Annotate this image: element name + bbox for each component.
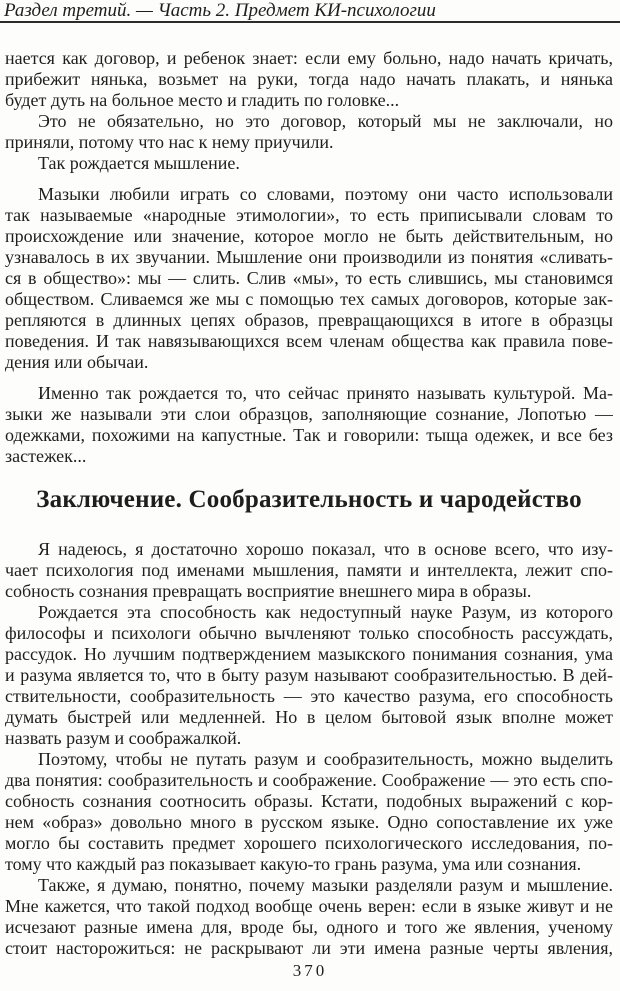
text-line: Рождается эта способность как недоступный науке Разум, из которого bbox=[38, 602, 613, 622]
paragraph bbox=[5, 602, 613, 749]
text-line: узнавалось в их звучании. Мышление они производили из понятия «сливать- bbox=[5, 247, 613, 267]
text-line: Так рождается мышление. bbox=[38, 153, 240, 173]
paragraph bbox=[5, 153, 613, 174]
text-line: стоит насторожиться: не раскрывают ли эти имена разные черты явления, bbox=[5, 938, 613, 958]
text-line: одежками, похожими на капустные. Так и говорили: тыща одежек, и все без bbox=[5, 425, 613, 445]
text-line: происхождение или значение, которое могло не быть действительным, но bbox=[5, 226, 613, 246]
text-line: дения или обычаи. bbox=[5, 352, 149, 372]
text-line: нается как договор, и ребенок знает: если ему больно, надо начать кричать, bbox=[5, 48, 613, 68]
text-line: поведения. И так навязывающихся всем членам общества как правила пове- bbox=[5, 331, 613, 351]
text-line: два понятия: сообразительность и соображение. Соображение — это есть спо- bbox=[5, 770, 613, 790]
text-line: исчезают разные имена для, вроде бы, одного и того же явления, ученому bbox=[5, 917, 613, 937]
text-line: Именно так рождается то, что сейчас принято называть культурой. Ма- bbox=[38, 383, 613, 403]
paragraph bbox=[5, 48, 613, 111]
paragraph bbox=[5, 749, 613, 875]
paragraph bbox=[5, 875, 613, 959]
text-line: Также, я думаю, понятно, почему мазыки разделяли разум и мышление. bbox=[38, 875, 613, 895]
text-line: прибежит нянька, возьмет на руки, тогда надо начать плакать, и нянька bbox=[5, 69, 613, 89]
paragraph bbox=[5, 111, 613, 153]
text-line: ся в общество»: мы — слить. Слив «мы», то есть слившись, мы становимся bbox=[5, 268, 613, 288]
text-line: чает психология под именами мышления, памяти и интеллекта, лежит спо- bbox=[5, 560, 613, 580]
paragraph bbox=[5, 383, 613, 467]
text-line: думать быстрей или медленней. Но в целом бытовой язык вполне может bbox=[5, 707, 613, 727]
text-line: назвать разум и соображалкой. bbox=[5, 728, 242, 748]
text-line: так называемые «народные этимологии», то есть приписывали словам то bbox=[5, 205, 613, 225]
text-line: Мазыки любили играть со словами, поэтому они часто использовали bbox=[38, 184, 613, 204]
text-line: тому что каждый раз показывает какую-то грань разума, ума или сознания. bbox=[5, 854, 582, 874]
text-line: Это не обязательно, но это договор, который мы не заключали, но bbox=[38, 111, 613, 131]
text-line: Мне кажется, что такой подход вообще очень верен: если в языке живут и не bbox=[5, 896, 613, 916]
text-line: философы и психологи обычно вычленяют только способность рассуждать, bbox=[5, 623, 613, 643]
text-line: зыки же называли эти слои образцов, заполняющие сознание, Лопотью — bbox=[5, 404, 613, 424]
text-line: ствительности, сообразительность — это качество разума, его способность bbox=[5, 686, 613, 706]
running-header: Раздел третий. — Часть 2. Предмет КИ-психологии bbox=[4, 0, 436, 21]
text-line: Поэтому, чтобы не путать разум и сообразительность, можно выделить bbox=[38, 749, 613, 769]
text-line: собность сознания соотносить образы. Кстати, подобных выражений с кор- bbox=[5, 791, 613, 811]
text-line: собность сознания превращать восприятие внешнего мира в образы. bbox=[5, 581, 532, 601]
text-line: могло бы составить предмет хорошего психологического исследования, по- bbox=[5, 833, 613, 853]
text-line: нем «образ» довольно много в русском языке. Одно сопоставление их уже bbox=[5, 812, 613, 832]
text-line: рассудок. Но лучшим подтверждением мазыкского понимания сознания, ума bbox=[5, 644, 613, 664]
paragraph bbox=[5, 539, 613, 602]
text-line: приняли, потому что нас к нему приучили. bbox=[5, 132, 334, 152]
page-body bbox=[5, 48, 613, 959]
text-line: застежек... bbox=[5, 446, 87, 466]
text-line: репляются в длинных цепях образов, превращающихся в итоге в образцы bbox=[5, 310, 613, 330]
text-line: будет дуть на больное место и гладить по головке... bbox=[5, 90, 400, 110]
text-line: Я надеюсь, я достаточно хорошо показал, что в основе всего, что изу- bbox=[38, 539, 613, 559]
paragraph bbox=[5, 184, 613, 373]
page-number: 370 bbox=[292, 961, 328, 980]
section-heading: Заключение. Сообразительность и чародейство bbox=[36, 486, 582, 513]
text-line: и разума является то, что в быту разум называют сообразительностью. В дей- bbox=[5, 665, 613, 685]
header-rule bbox=[0, 21, 620, 23]
text-line: обществом. Сливаемся же мы с помощью тех самых договоров, которые зак- bbox=[5, 289, 613, 309]
